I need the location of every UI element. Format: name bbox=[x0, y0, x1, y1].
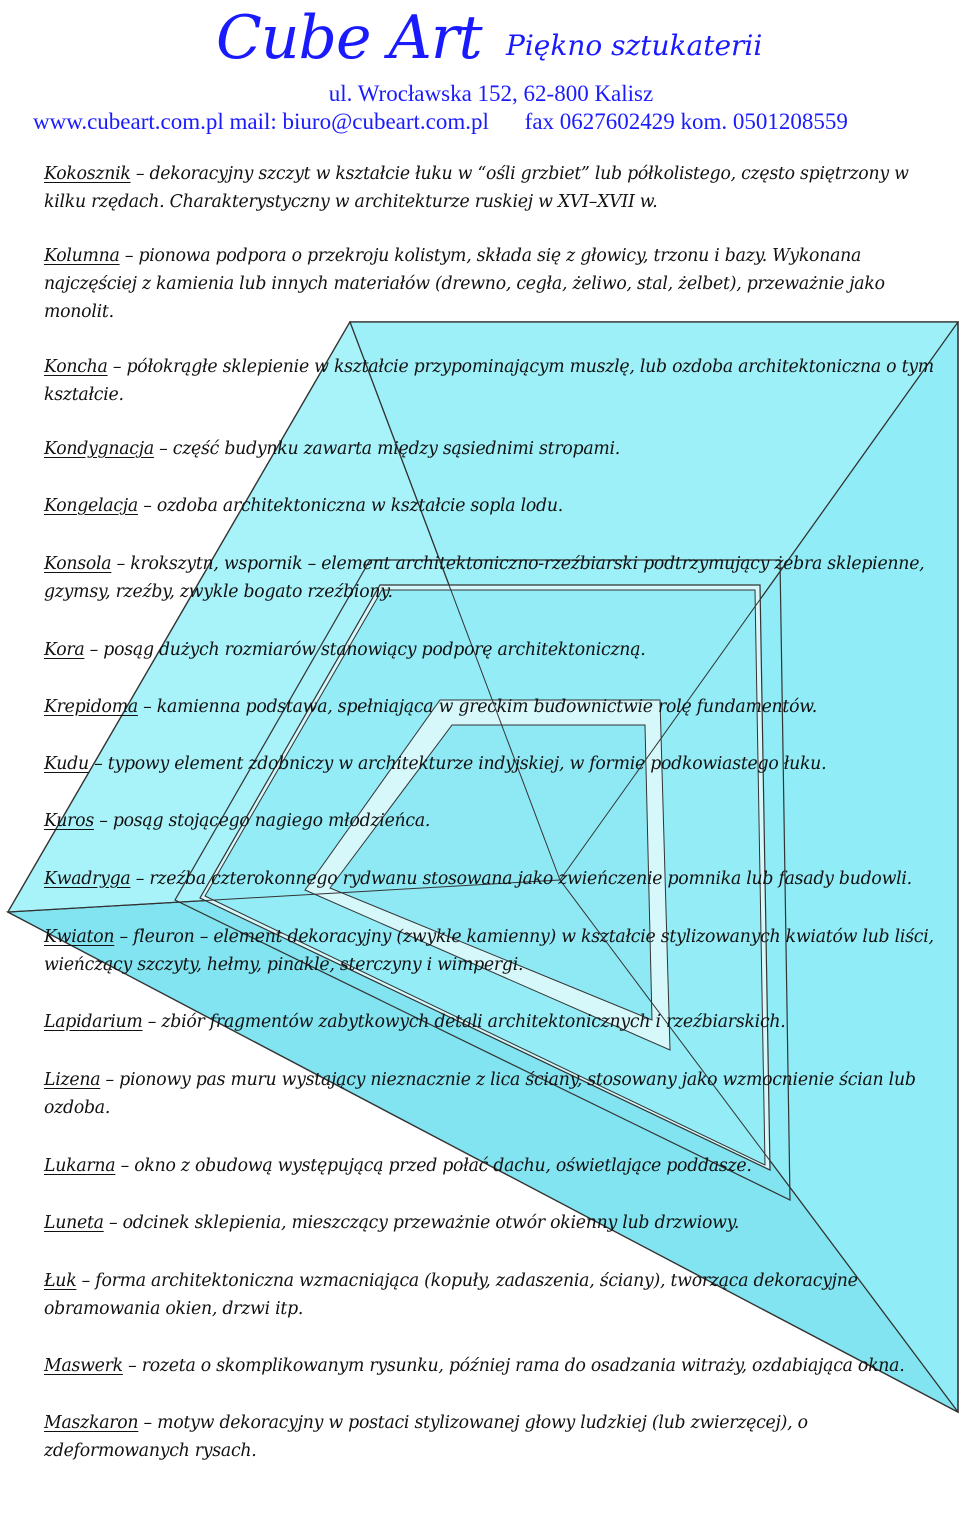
glossary-entry bbox=[44, 636, 950, 664]
glossary-dash: – bbox=[142, 1012, 157, 1032]
glossary-entry bbox=[44, 1152, 950, 1180]
glossary-term: Łuk bbox=[44, 1271, 77, 1291]
glossary-term: Kokosznik bbox=[44, 164, 131, 184]
glossary-dash: – bbox=[119, 246, 134, 266]
glossary-term: Lapidarium bbox=[44, 1012, 143, 1032]
glossary-definition: forma architektoniczna wzmacniająca (kopuły, zadaszenia, ściany), tworząca dekoracyjne obramowania okien, drzwi itp. bbox=[44, 1271, 858, 1319]
glossary-entry bbox=[44, 1066, 950, 1122]
glossary-entry bbox=[44, 693, 950, 721]
glossary-term: Konsola bbox=[44, 554, 112, 574]
glossary-term: Kwiaton bbox=[44, 927, 115, 947]
glossary-term: Kudu bbox=[44, 754, 89, 774]
glossary-definition: dekoracyjny szczyt w kształcie łuku w “ośli grzbiet” lub półkolistego, często spiętrzony w kilku rzędach. Charakterystyczny w architekturze ruskiej w XVI–XVII w. bbox=[44, 164, 909, 212]
glossary-dash: – bbox=[103, 1213, 118, 1233]
glossary-definition: pionowa podpora o przekroju kolistym, składa się z głowicy, trzonu i bazy. Wykonana najczęściej z kamienia lub innych materiałów (drewno, cegła, żeliwo, stal, żelbet), przeważnie jako monolit. bbox=[44, 246, 885, 322]
glossary-entry bbox=[44, 1008, 950, 1036]
glossary-definition: zbiór fragmentów zabytkowych detali architektonicznych i rzeźbiarskich. bbox=[156, 1012, 786, 1032]
glossary-entry bbox=[44, 435, 950, 463]
glossary-definition: odcinek sklepienia, mieszczący przeważnie otwór okienny lub drzwiowy. bbox=[117, 1213, 740, 1233]
glossary-entry bbox=[44, 1409, 950, 1465]
glossary-definition: kamienna podstawa, spełniająca w greckim budownictwie rolę fundamentów. bbox=[151, 697, 818, 717]
glossary-term: Krepidoma bbox=[44, 697, 138, 717]
glossary-dash: – bbox=[111, 554, 125, 574]
glossary-definition: krokszytn, wspornik – element architektoniczno-rzeźbiarski podtrzymujący żebra sklepienne, gzymsy, rzeźby, zwykle bogato rzeźbiony. bbox=[44, 554, 925, 602]
glossary-definition: posąg stojącego nagiego młodzieńca. bbox=[107, 811, 431, 831]
glossary-term: Kondygnacja bbox=[44, 439, 154, 459]
glossary-entry bbox=[44, 1267, 950, 1323]
glossary-dash: – bbox=[88, 754, 103, 774]
glossary-definition: rzeźba czterokonnego rydwanu stosowana jako zwieńczenie pomnika lub fasady budowli. bbox=[144, 869, 912, 889]
glossary-entry bbox=[44, 242, 950, 326]
glossary-term: Kora bbox=[44, 640, 85, 660]
company-address: ul. Wrocławska 152, 62-800 Kalisz bbox=[328, 81, 654, 106]
glossary-dash: – bbox=[93, 811, 108, 831]
glossary-dash: – bbox=[84, 640, 99, 660]
glossary-dash: – bbox=[115, 1156, 129, 1176]
glossary-dash: – bbox=[107, 357, 122, 377]
glossary-entry bbox=[44, 1352, 950, 1380]
glossary-dash: – bbox=[130, 164, 145, 184]
glossary-definition: rozeta o skomplikowanym rysunku, później rama do osadzania witraży, ozdabiająca okna. bbox=[136, 1356, 905, 1376]
glossary-dash: – bbox=[137, 496, 152, 516]
glossary-entry bbox=[44, 807, 950, 835]
glossary-term: Maszkaron bbox=[44, 1413, 139, 1433]
glossary-list bbox=[44, 160, 950, 1465]
glossary-term: Kolumna bbox=[44, 246, 120, 266]
glossary-term: Luneta bbox=[44, 1213, 104, 1233]
glossary-dash: – bbox=[122, 1356, 137, 1376]
glossary-term: Kuros bbox=[44, 811, 94, 831]
glossary-dash: – bbox=[153, 439, 168, 459]
glossary-definition: motyw dekoracyjny w postaci stylizowanej głowy ludzkiej (lub zwierzęcej), o zdeformowanych rysach. bbox=[44, 1413, 808, 1461]
glossary-definition: półokrągłe sklepienie w kształcie przypominającym muszlę, lub ozdoba architektoniczna o tym kształcie. bbox=[44, 357, 934, 405]
glossary-term: Kwadryga bbox=[44, 869, 131, 889]
glossary-entry bbox=[44, 353, 950, 409]
glossary-entry bbox=[44, 1209, 950, 1237]
glossary-definition: okno z obudową występującą przed połać dachu, oświetlające poddasze. bbox=[128, 1156, 752, 1176]
company-tagline: Piękno sztukaterii bbox=[506, 29, 763, 62]
glossary-entry bbox=[44, 550, 950, 606]
glossary-dash: – bbox=[138, 1413, 152, 1433]
glossary-dash: – bbox=[137, 697, 152, 717]
letterhead bbox=[0, 0, 960, 140]
glossary-dash: – bbox=[130, 869, 145, 889]
glossary-definition: część budynku zawarta między sąsiednimi stropami. bbox=[167, 439, 621, 459]
glossary-entry bbox=[44, 492, 950, 520]
glossary-entry bbox=[44, 160, 950, 216]
fax-phone: fax 0627602429 kom. 0501208559 bbox=[524, 109, 848, 134]
glossary-definition: fleuron – element dekoracyjny (zwykle kamienny) w kształcie stylizowanych kwiatów lub liści, wieńczący szczyty, hełmy, pinakle, sterczyny i wimpergi. bbox=[44, 927, 934, 975]
company-logo-text: Cube Art bbox=[216, 3, 482, 73]
glossary-dash: – bbox=[100, 1070, 114, 1090]
glossary-term: Kongelacja bbox=[44, 496, 138, 516]
glossary-entry bbox=[44, 923, 950, 979]
glossary-entry bbox=[44, 865, 950, 893]
glossary-term: Maswerk bbox=[44, 1356, 123, 1376]
glossary-term: Lukarna bbox=[44, 1156, 116, 1176]
email-link[interactable]: mail: biuro@cubeart.com.pl bbox=[229, 109, 489, 134]
glossary-definition: typowy element zdobniczy w architekturze indyjskiej, w formie podkowiastego łuku. bbox=[102, 754, 827, 774]
glossary-definition: ozdoba architektoniczna w kształcie sopla lodu. bbox=[151, 496, 563, 516]
contact-line bbox=[33, 108, 848, 136]
glossary-term: Koncha bbox=[44, 357, 108, 377]
glossary-definition: pionowy pas muru wystający nieznacznie z lica ściany, stosowany jako wzmocnienie ścian lub ozdoba. bbox=[44, 1070, 916, 1118]
glossary-term: Lizena bbox=[44, 1070, 101, 1090]
glossary-entry bbox=[44, 750, 950, 778]
glossary-dash: – bbox=[76, 1271, 91, 1291]
website-link[interactable]: www.cubeart.com.pl bbox=[33, 109, 224, 134]
glossary-dash: – bbox=[114, 927, 128, 947]
glossary-definition: posąg dużych rozmiarów stanowiący podporę architektoniczną. bbox=[98, 640, 646, 660]
